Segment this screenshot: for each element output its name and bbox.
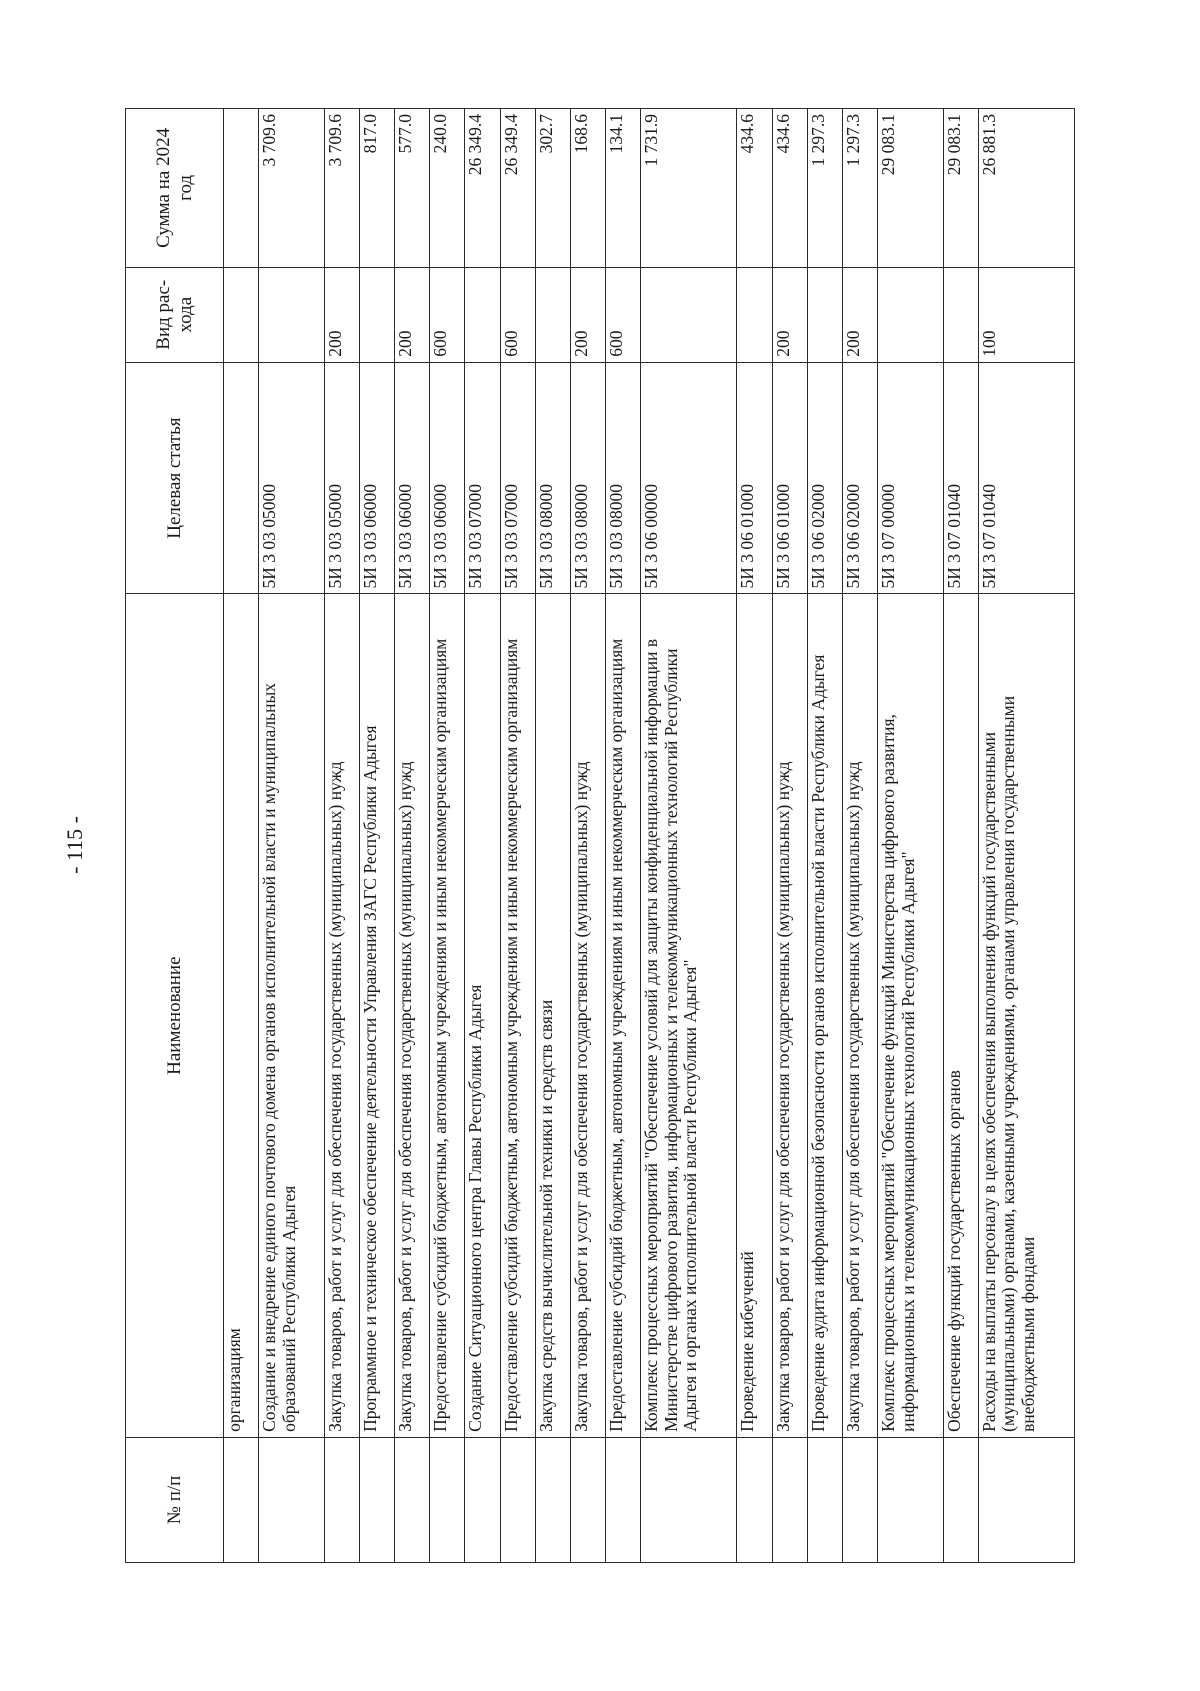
cell-sum: 302.7 <box>535 109 570 268</box>
cell-sum: 1 731.9 <box>641 109 737 268</box>
cell-vid <box>737 267 772 362</box>
table-row <box>224 109 259 1563</box>
cell-code: 5И 3 03 08000 <box>570 362 605 594</box>
cell-num <box>570 1437 605 1562</box>
cell-code: 5И 3 03 06000 <box>395 362 430 594</box>
cell-sum: 1 297.3 <box>842 109 877 268</box>
cell-num <box>359 1437 394 1562</box>
cell-num <box>737 1437 772 1562</box>
cell-sum: 434.6 <box>772 109 807 268</box>
cell-num <box>259 1437 325 1562</box>
cell-vid: 600 <box>606 267 641 362</box>
cell-vid: 200 <box>772 267 807 362</box>
cell-name: Закупка товаров, работ и услуг для обеспечения государственных (муниципальных) нужд <box>324 594 359 1437</box>
cell-name: Закупка товаров, работ и услуг для обеспечения государственных (муниципальных) нужд <box>772 594 807 1437</box>
table-row <box>606 109 641 1563</box>
cell-num <box>606 1437 641 1562</box>
cell-name: организациям <box>224 594 259 1437</box>
cell-code: 5И 3 03 08000 <box>535 362 570 594</box>
cell-num <box>324 1437 359 1562</box>
table-row <box>430 109 465 1563</box>
cell-num <box>807 1437 842 1562</box>
cell-code: 5И 3 03 07000 <box>465 362 500 594</box>
cell-vid: 200 <box>842 267 877 362</box>
cell-code: 5И 3 03 05000 <box>324 362 359 594</box>
cell-sum: 26 349.4 <box>500 109 535 268</box>
table-row <box>877 109 943 1563</box>
cell-sum: 577.0 <box>395 109 430 268</box>
cell-num <box>395 1437 430 1562</box>
cell-sum: 3 709.6 <box>259 109 325 268</box>
cell-code: 5И 3 03 07000 <box>500 362 535 594</box>
table-row <box>943 109 978 1563</box>
cell-num <box>772 1437 807 1562</box>
cell-sum: 817.0 <box>359 109 394 268</box>
cell-code: 5И 3 07 00000 <box>877 362 943 594</box>
table-row <box>772 109 807 1563</box>
table-row <box>641 109 737 1563</box>
cell-vid: 200 <box>395 267 430 362</box>
cell-sum: 29 083.1 <box>943 109 978 268</box>
table-row <box>500 109 535 1563</box>
table-row <box>807 109 842 1563</box>
cell-code <box>224 362 259 594</box>
cell-name: Закупка товаров, работ и услуг для обеспечения государственных (муниципальных) нужд <box>842 594 877 1437</box>
cell-code: 5И 3 07 01040 <box>978 362 1074 594</box>
rotated-page-content <box>125 108 1075 1563</box>
cell-name: Закупка товаров, работ и услуг для обеспечения государственных (муниципальных) нужд <box>570 594 605 1437</box>
cell-name: Комплекс процессных мероприятий "Обеспечение функций Министерства цифрового развития, информационных и телекоммуникационных технологий Республики Адыгея" <box>877 594 943 1437</box>
cell-sum: 3 709.6 <box>324 109 359 268</box>
cell-name: Проведение кибеучений <box>737 594 772 1437</box>
cell-vid <box>535 267 570 362</box>
cell-name: Предоставление субсидий бюджетным, автономным учреждениям и иным некоммерческим организациям <box>430 594 465 1437</box>
table-row <box>259 109 325 1563</box>
cell-code: 5И 3 06 01000 <box>772 362 807 594</box>
cell-num <box>978 1437 1074 1562</box>
cell-sum: 168.6 <box>570 109 605 268</box>
cell-vid: 200 <box>324 267 359 362</box>
cell-num <box>877 1437 943 1562</box>
cell-code: 5И 3 03 08000 <box>606 362 641 594</box>
cell-sum <box>224 109 259 268</box>
cell-num <box>465 1437 500 1562</box>
cell-code: 5И 3 06 02000 <box>842 362 877 594</box>
header-vid: Вид рас-хода <box>126 267 224 362</box>
cell-num <box>535 1437 570 1562</box>
cell-name: Обеспечение функций государственных органов <box>943 594 978 1437</box>
cell-name: Предоставление субсидий бюджетным, автономным учреждениям и иным некоммерческим организациям <box>606 594 641 1437</box>
cell-num <box>943 1437 978 1562</box>
cell-vid: 200 <box>570 267 605 362</box>
cell-vid <box>877 267 943 362</box>
cell-name: Расходы на выплаты персоналу в целях обеспечения выполнения функций государственными (муниципальными) органами, казенными учреждениями, органами управления государственными внебюджетными фондами <box>978 594 1074 1437</box>
cell-vid: 600 <box>500 267 535 362</box>
cell-name: Закупка товаров, работ и услуг для обеспечения государственных (муниципальных) нужд <box>395 594 430 1437</box>
cell-code: 5И 3 03 06000 <box>359 362 394 594</box>
cell-vid: 100 <box>978 267 1074 362</box>
cell-name: Закупка средств вычислительной техники и средств связи <box>535 594 570 1437</box>
cell-vid <box>641 267 737 362</box>
table-row <box>535 109 570 1563</box>
cell-vid <box>807 267 842 362</box>
table-header-row <box>126 109 224 1563</box>
cell-sum: 26 349.4 <box>465 109 500 268</box>
cell-code: 5И 3 06 00000 <box>641 362 737 594</box>
cell-num <box>430 1437 465 1562</box>
cell-num <box>641 1437 737 1562</box>
cell-code: 5И 3 06 01000 <box>737 362 772 594</box>
cell-num <box>224 1437 259 1562</box>
cell-sum: 240.0 <box>430 109 465 268</box>
cell-name: Программное и техническое обеспечение деятельности Управления ЗАГС Республики Адыгея <box>359 594 394 1437</box>
cell-sum: 134.1 <box>606 109 641 268</box>
table-row <box>570 109 605 1563</box>
table-row <box>465 109 500 1563</box>
table-row <box>395 109 430 1563</box>
header-code: Целевая статья <box>126 362 224 594</box>
cell-name: Предоставление субсидий бюджетным, автономным учреждениям и иным некоммерческим организациям <box>500 594 535 1437</box>
cell-name: Проведение аудита информационной безопасности органов исполнительной власти Республики Адыгея <box>807 594 842 1437</box>
cell-vid <box>943 267 978 362</box>
table-row <box>842 109 877 1563</box>
cell-code: 5И 3 07 01040 <box>943 362 978 594</box>
cell-code: 5И 3 03 05000 <box>259 362 325 594</box>
cell-vid <box>259 267 325 362</box>
cell-sum: 26 881.3 <box>978 109 1074 268</box>
header-sum: Сумма на 2024 год <box>126 109 224 268</box>
cell-name: Создание и внедрение единого почтового домена органов исполнительной власти и муниципальных образований Республики Адыгея <box>259 594 325 1437</box>
cell-vid <box>359 267 394 362</box>
page-number: - 115 - <box>62 816 87 874</box>
table-row <box>359 109 394 1563</box>
header-num: № п/п <box>126 1437 224 1562</box>
cell-sum: 29 083.1 <box>877 109 943 268</box>
cell-vid <box>224 267 259 362</box>
cell-vid <box>465 267 500 362</box>
cell-vid: 600 <box>430 267 465 362</box>
cell-name: Комплекс процессных мероприятий "Обеспечение условий для защиты конфиденциальной информации в Министерстве цифрового развития, информационных и телекоммуникационных технологий Республики Адыгея и органах исполнительной власти Республики Адыгея" <box>641 594 737 1437</box>
header-name: Наименование <box>126 594 224 1437</box>
table-row <box>978 109 1074 1563</box>
table-row <box>324 109 359 1563</box>
cell-code: 5И 3 03 06000 <box>430 362 465 594</box>
cell-sum: 434.6 <box>737 109 772 268</box>
cell-num <box>842 1437 877 1562</box>
table-row <box>737 109 772 1563</box>
cell-name: Создание Ситуационного центра Главы Республики Адыгея <box>465 594 500 1437</box>
cell-sum: 1 297.3 <box>807 109 842 268</box>
cell-num <box>500 1437 535 1562</box>
budget-table <box>125 108 1075 1563</box>
cell-code: 5И 3 06 02000 <box>807 362 842 594</box>
